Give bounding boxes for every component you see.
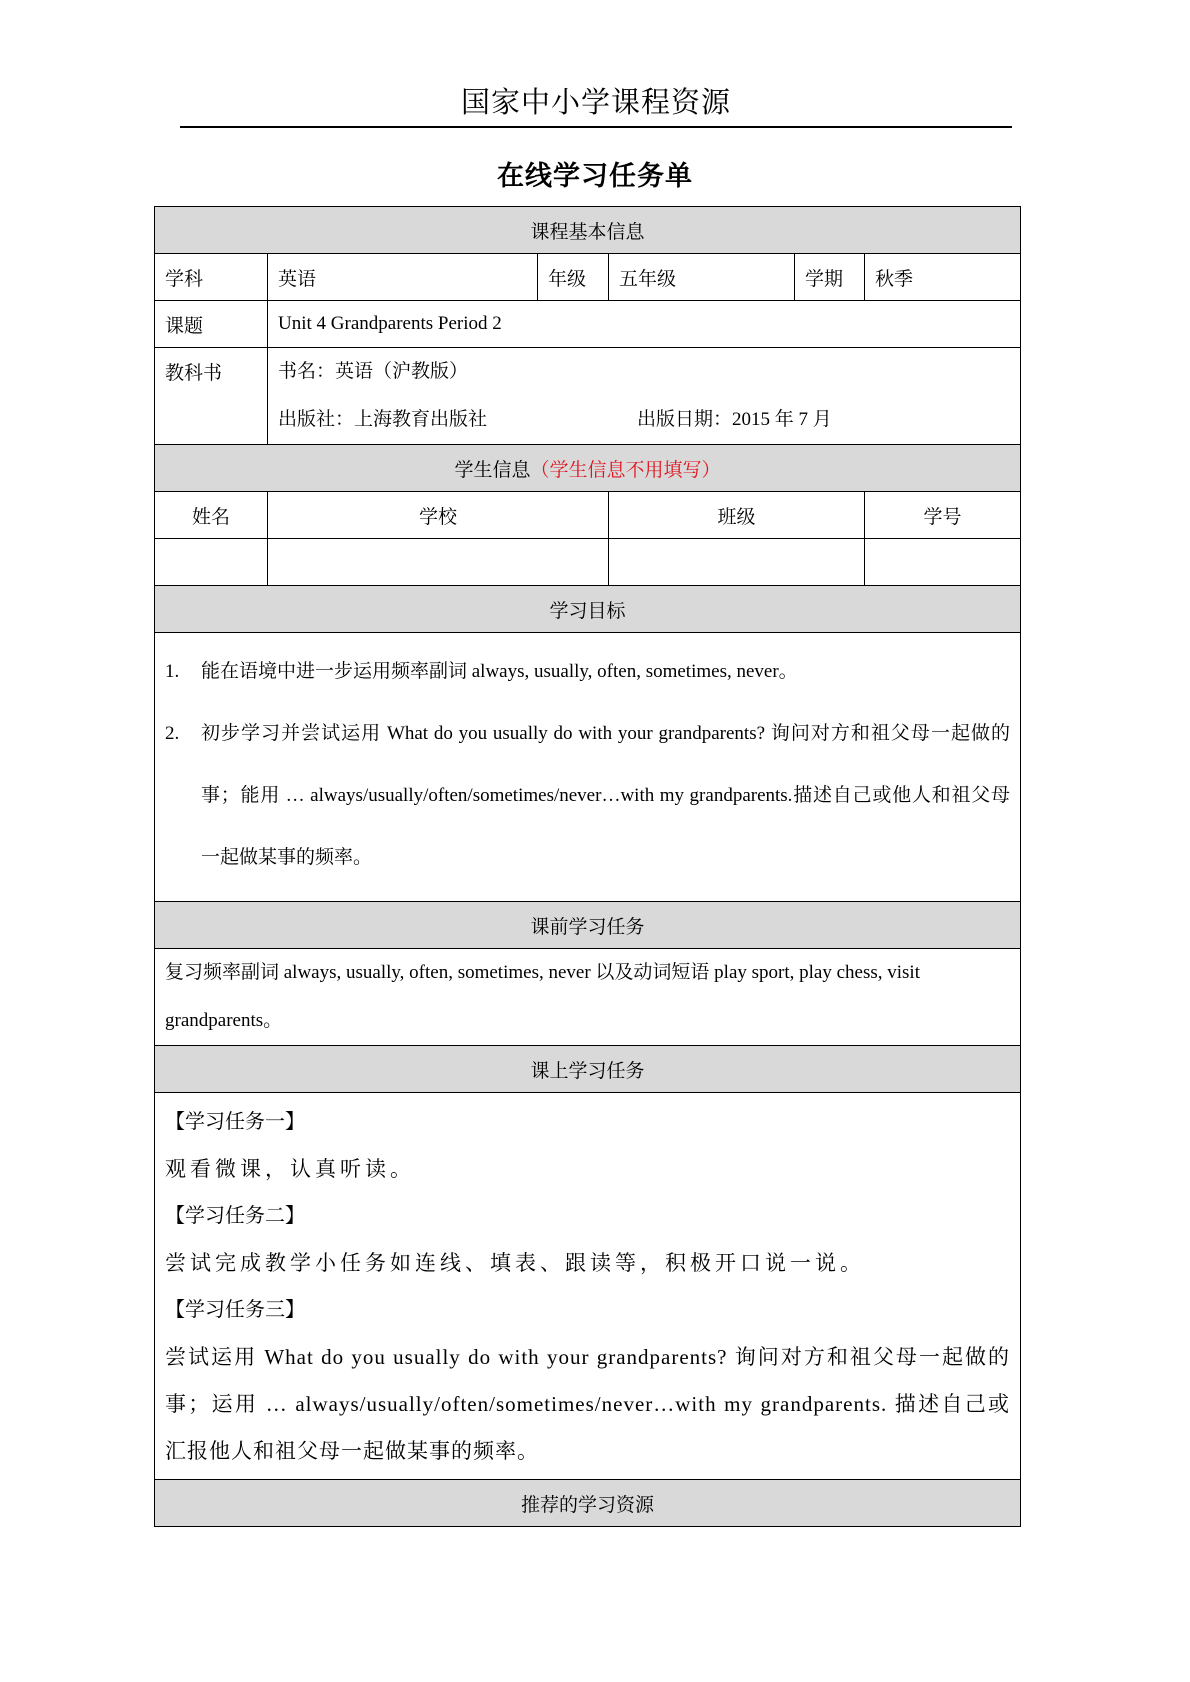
- student-school-cell[interactable]: [268, 539, 609, 586]
- learning-goals-content: [155, 633, 1021, 902]
- learning-goals-header: 学习目标: [155, 586, 1021, 633]
- student-id-cell[interactable]: [865, 539, 1021, 586]
- topic-value: Unit 4 Grandparents Period 2: [268, 301, 1021, 348]
- task3-heading: 【学习任务三】: [165, 1299, 305, 1321]
- grade-value: 五年级: [609, 254, 795, 301]
- task1-text: 观看微课，认真听读。: [165, 1157, 415, 1181]
- student-class-header: 班级: [609, 492, 865, 539]
- course-info-header: 课程基本信息: [155, 207, 1021, 254]
- site-header: 国家中小学课程资源: [180, 80, 1012, 128]
- student-info-header: [155, 445, 1021, 492]
- in-class-content: [155, 1093, 1021, 1480]
- student-info-note: （学生信息不用填写）: [530, 459, 721, 481]
- student-name-header: 姓名: [155, 492, 268, 539]
- subject-label: 学科: [155, 254, 268, 301]
- task3-text: 尝试运用 What do you usually do with your grandparents? 询问对方和祖父母一起做的事；运用 … always/usually/often/sometimes/never…with my grandparents. 描述自己或汇报他人和祖父母一起做某事的频率。: [165, 1345, 1011, 1463]
- learning-goal-item: [165, 703, 1010, 889]
- term-value: 秋季: [865, 254, 1021, 301]
- pre-class-text: 复习频率副词 always, usually, often, sometimes, never 以及动词短语 play sport, play chess, visit grandparents。: [155, 949, 1021, 1046]
- student-class-cell[interactable]: [609, 539, 865, 586]
- term-label: 学期: [795, 254, 865, 301]
- task2-text: 尝试完成教学小任务如连线、填表、跟读等，积极开口说一说。: [165, 1251, 865, 1275]
- task1-heading: 【学习任务一】: [165, 1111, 305, 1133]
- subject-value: 英语: [268, 254, 538, 301]
- pre-class-header: 课前学习任务: [155, 902, 1021, 949]
- document-title: 在线学习任务单: [497, 161, 693, 191]
- task-sheet-table: [154, 206, 1021, 1527]
- in-class-header: 课上学习任务: [155, 1046, 1021, 1093]
- textbook-publisher: 出版社：上海教育出版社: [278, 409, 488, 430]
- topic-label: 课题: [155, 301, 268, 348]
- task2-heading: 【学习任务二】: [165, 1205, 305, 1227]
- textbook-publish-date: 出版日期：2015 年 7 月: [637, 409, 832, 430]
- resources-header: 推荐的学习资源: [155, 1480, 1021, 1527]
- student-school-header: 学校: [268, 492, 609, 539]
- textbook-publish-line: [278, 396, 1010, 444]
- learning-goal-item: [165, 641, 1010, 703]
- grade-label: 年级: [538, 254, 609, 301]
- learning-goal-number: 1.: [165, 661, 180, 682]
- textbook-info: [268, 348, 1021, 445]
- learning-goal-number: 2.: [165, 723, 180, 744]
- learning-goal-text: 能在语境中进一步运用频率副词 always, usually, often, sometimes, never。: [201, 661, 798, 682]
- student-name-cell[interactable]: [155, 539, 268, 586]
- textbook-name: 书名：英语（沪教版）: [278, 361, 469, 382]
- student-info-title: 学生信息: [454, 459, 531, 481]
- textbook-label: 教科书: [155, 348, 268, 445]
- student-id-header: 学号: [865, 492, 1021, 539]
- learning-goal-text: 初步学习并尝试运用 What do you usually do with your grandparents? 询问对方和祖父母一起做的事；能用 … always/usually/often/sometimes/never…with my grandparents.描述自己或他人和祖父母一起做某事的频率。: [201, 723, 1011, 868]
